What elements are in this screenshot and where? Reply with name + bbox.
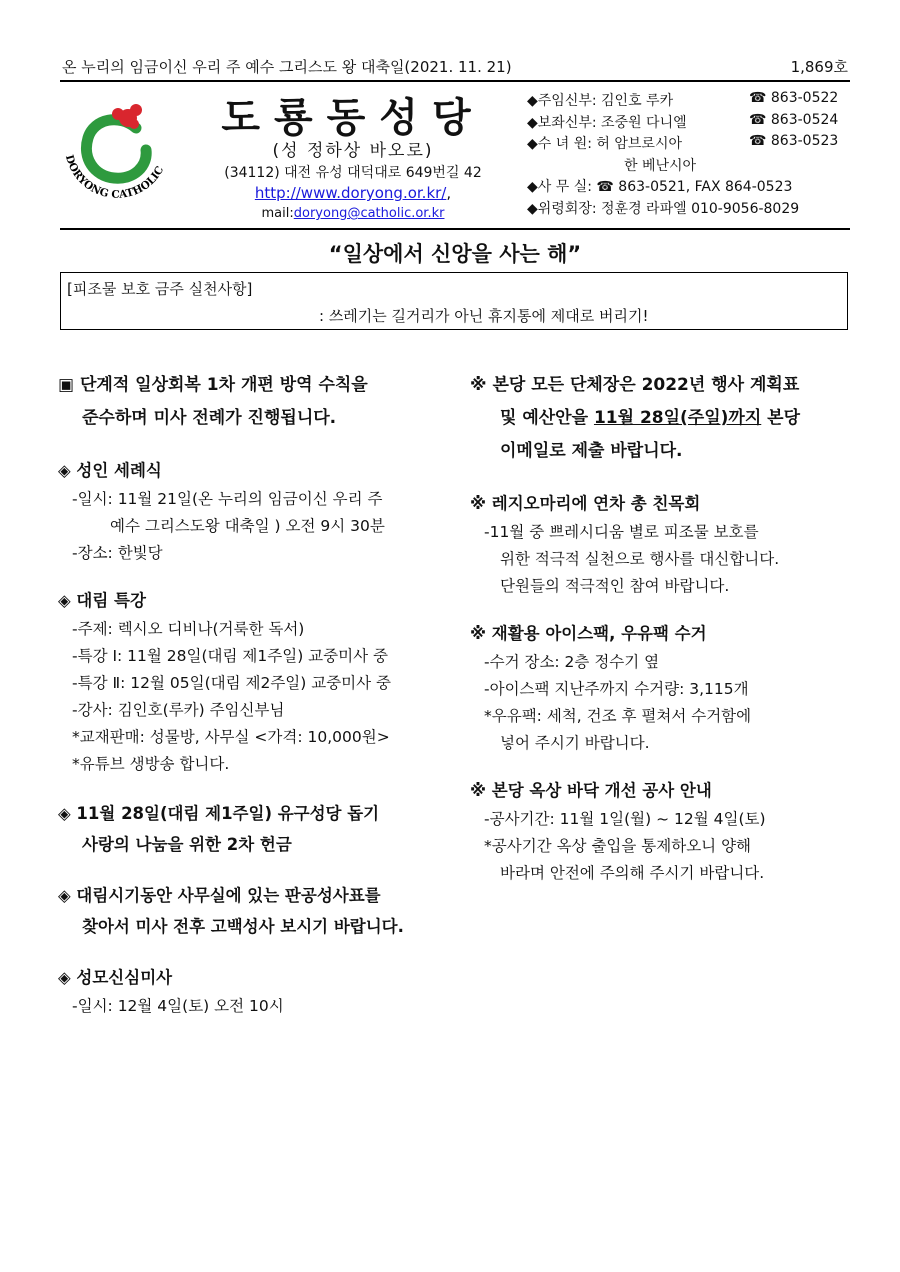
confession-cont: 찾아서 미사 전후 고백성사 보시기 바랍니다. [82,917,404,936]
plan-submission-line: 이메일로 제출 바랍니다. [500,441,683,461]
staff-row [527,198,852,220]
baptism-line: 예수 그리스도왕 대축일 ) 오전 9시 30분 [110,517,385,535]
issue-number: 1,869호 [790,58,848,76]
lecture-line: *교재판매: 성물방, 사무실 <가격: 10,000원> [72,728,390,746]
second-collection-cont: 사랑의 나눔을 위한 2차 헌금 [82,835,292,854]
staff-label: ◆주임신부: 김인호 루카 [527,93,674,109]
staff-label: ◆수 녀 원: 허 암브로시아 [527,136,682,152]
legio-line: 위한 적극적 실천으로 행사를 대신합니다. [500,550,780,568]
section-second-collection: ◈ 11월 28일(대림 제1주일) 유구성당 돕기 [58,804,380,823]
plan-text: 본당 [761,408,801,428]
lecture-line: -강사: 김인호(루카) 주임신부님 [72,701,285,719]
section-rooftop-title: ※ 본당 옥상 바닥 개선 공사 안내 [470,781,712,800]
recycling-line: 넣어 주시기 바랍니다. [500,734,650,752]
staff-row [527,155,852,177]
baptism-line: -일시: 11월 21일(온 누리의 임금이신 우리 주 [72,490,383,508]
left-column [58,369,448,1020]
plan-text: 및 예산안을 [500,408,594,428]
feast-text: 온 누리의 임금이신 우리 주 예수 그리스도 왕 대축일(2021. 11. 21) [62,58,512,76]
plan-submission-line [470,402,855,435]
plan-deadline: 11월 28일(주일)까지 [593,408,762,428]
mail-line [198,206,508,221]
notice-box [60,272,848,330]
staff-label: ◆보좌신부: 조중원 다니엘 [527,114,687,131]
staff-label: ◆위령회장: 정훈경 라파엘 010-9056-8029 [527,200,800,217]
staff-label: 한 베난시아 [624,157,697,174]
parish-address: (34112) 대전 유성 대덕대로 649번길 42 [224,165,482,181]
website-link[interactable]: http://www.doryong.or.kr/ [254,184,447,202]
baptism-line: -장소: 한빛당 [72,544,163,562]
mail-link[interactable]: doryong@catholic.or.kr [293,206,445,221]
staff-row [527,112,852,134]
staff-row [527,133,852,155]
legio-line: 단원들의 적극적인 참여 바랍니다. [500,577,730,595]
website-line [198,184,508,202]
lecture-line: -특강 Ⅱ: 12월 05일(대림 제2주일) 교중미사 중 [72,674,392,692]
notice-text: : 쓰레기는 길거리가 아닌 휴지통에 제대로 버리기! [319,307,649,325]
lecture-line: -특강 Ⅰ: 11월 28일(대림 제1주일) 교중미사 중 [72,647,388,665]
staff-phone: ☎ 863-0524 [749,111,839,128]
staff-phone: ☎ 863-0523 [749,133,839,149]
section-marian-mass-title: ◈ 성모신심미사 [58,968,173,987]
marian-mass-line: -일시: 12월 4일(토) 오전 10시 [72,997,284,1015]
feast-line [62,56,848,77]
staff-list [527,90,852,219]
section-baptism-title: ◈ 성인 세례식 [58,461,162,480]
lecture-line: *유튜브 생방송 합니다. [72,755,230,773]
staff-row [527,176,852,198]
rooftop-line: *공사기간 옥상 출입을 통제하오니 양해 [484,837,752,855]
recycling-line: -수거 장소: 2층 정수기 옆 [484,653,660,671]
legio-line: -11월 중 쁘레시디움 별로 피조물 보호를 [484,523,759,541]
section-recycling-title: ※ 재활용 아이스팩, 우유팩 수거 [470,624,707,643]
section-legio-title: ※ 레지오마리에 연차 총 친목회 [470,494,701,513]
staff-phone: ☎ 863-0522 [749,90,839,106]
section-confession: ◈ 대림시기동안 사무실에 있는 판공성사표를 [58,886,381,905]
year-slogan: “일상에서 신앙을 사는 해” [328,242,582,266]
section-plan-submission: ※ 본당 모든 단체장은 2022년 행사 계획표 [470,375,800,395]
staff-row [527,90,852,112]
website-suffix: , [446,184,452,202]
section-advent-lecture-title: ◈ 대림 특강 [58,591,146,610]
lecture-line: -주제: 렉시오 디비나(거룩한 독서) [72,620,305,638]
staff-label: ◆사 무 실: ☎ 863-0521, FAX 864-0523 [527,179,793,195]
mail-label: mail: [261,206,294,221]
rooftop-line: 바라며 안전에 주의해 주시기 바랍니다. [500,864,765,882]
header-rule-top [60,80,850,82]
logo-text: DORYONG CATHOLIC [62,153,167,201]
recycling-line: -아이스팩 지난주까지 수거량: 3,115개 [484,680,749,698]
doryong-logo [58,90,176,210]
patron-name: (성 정하상 바오로) [272,141,434,161]
parish-title: 도룡동성당 [221,95,485,141]
recycling-line: *우유팩: 세척, 건조 후 펼쳐서 수거함에 [484,707,752,725]
section-quarantine: ▣ 단계적 일상회복 1차 개편 방역 수칙을 [58,375,368,395]
right-column [470,369,855,887]
rooftop-line: -공사기간: 11월 1일(월) ~ 12월 4일(토) [484,810,766,828]
header-rule-bottom [60,228,850,230]
section-quarantine-cont: 준수하며 미사 전례가 진행됩니다. [82,408,337,428]
notice-title: [피조물 보호 금주 실천사항] [67,280,253,298]
